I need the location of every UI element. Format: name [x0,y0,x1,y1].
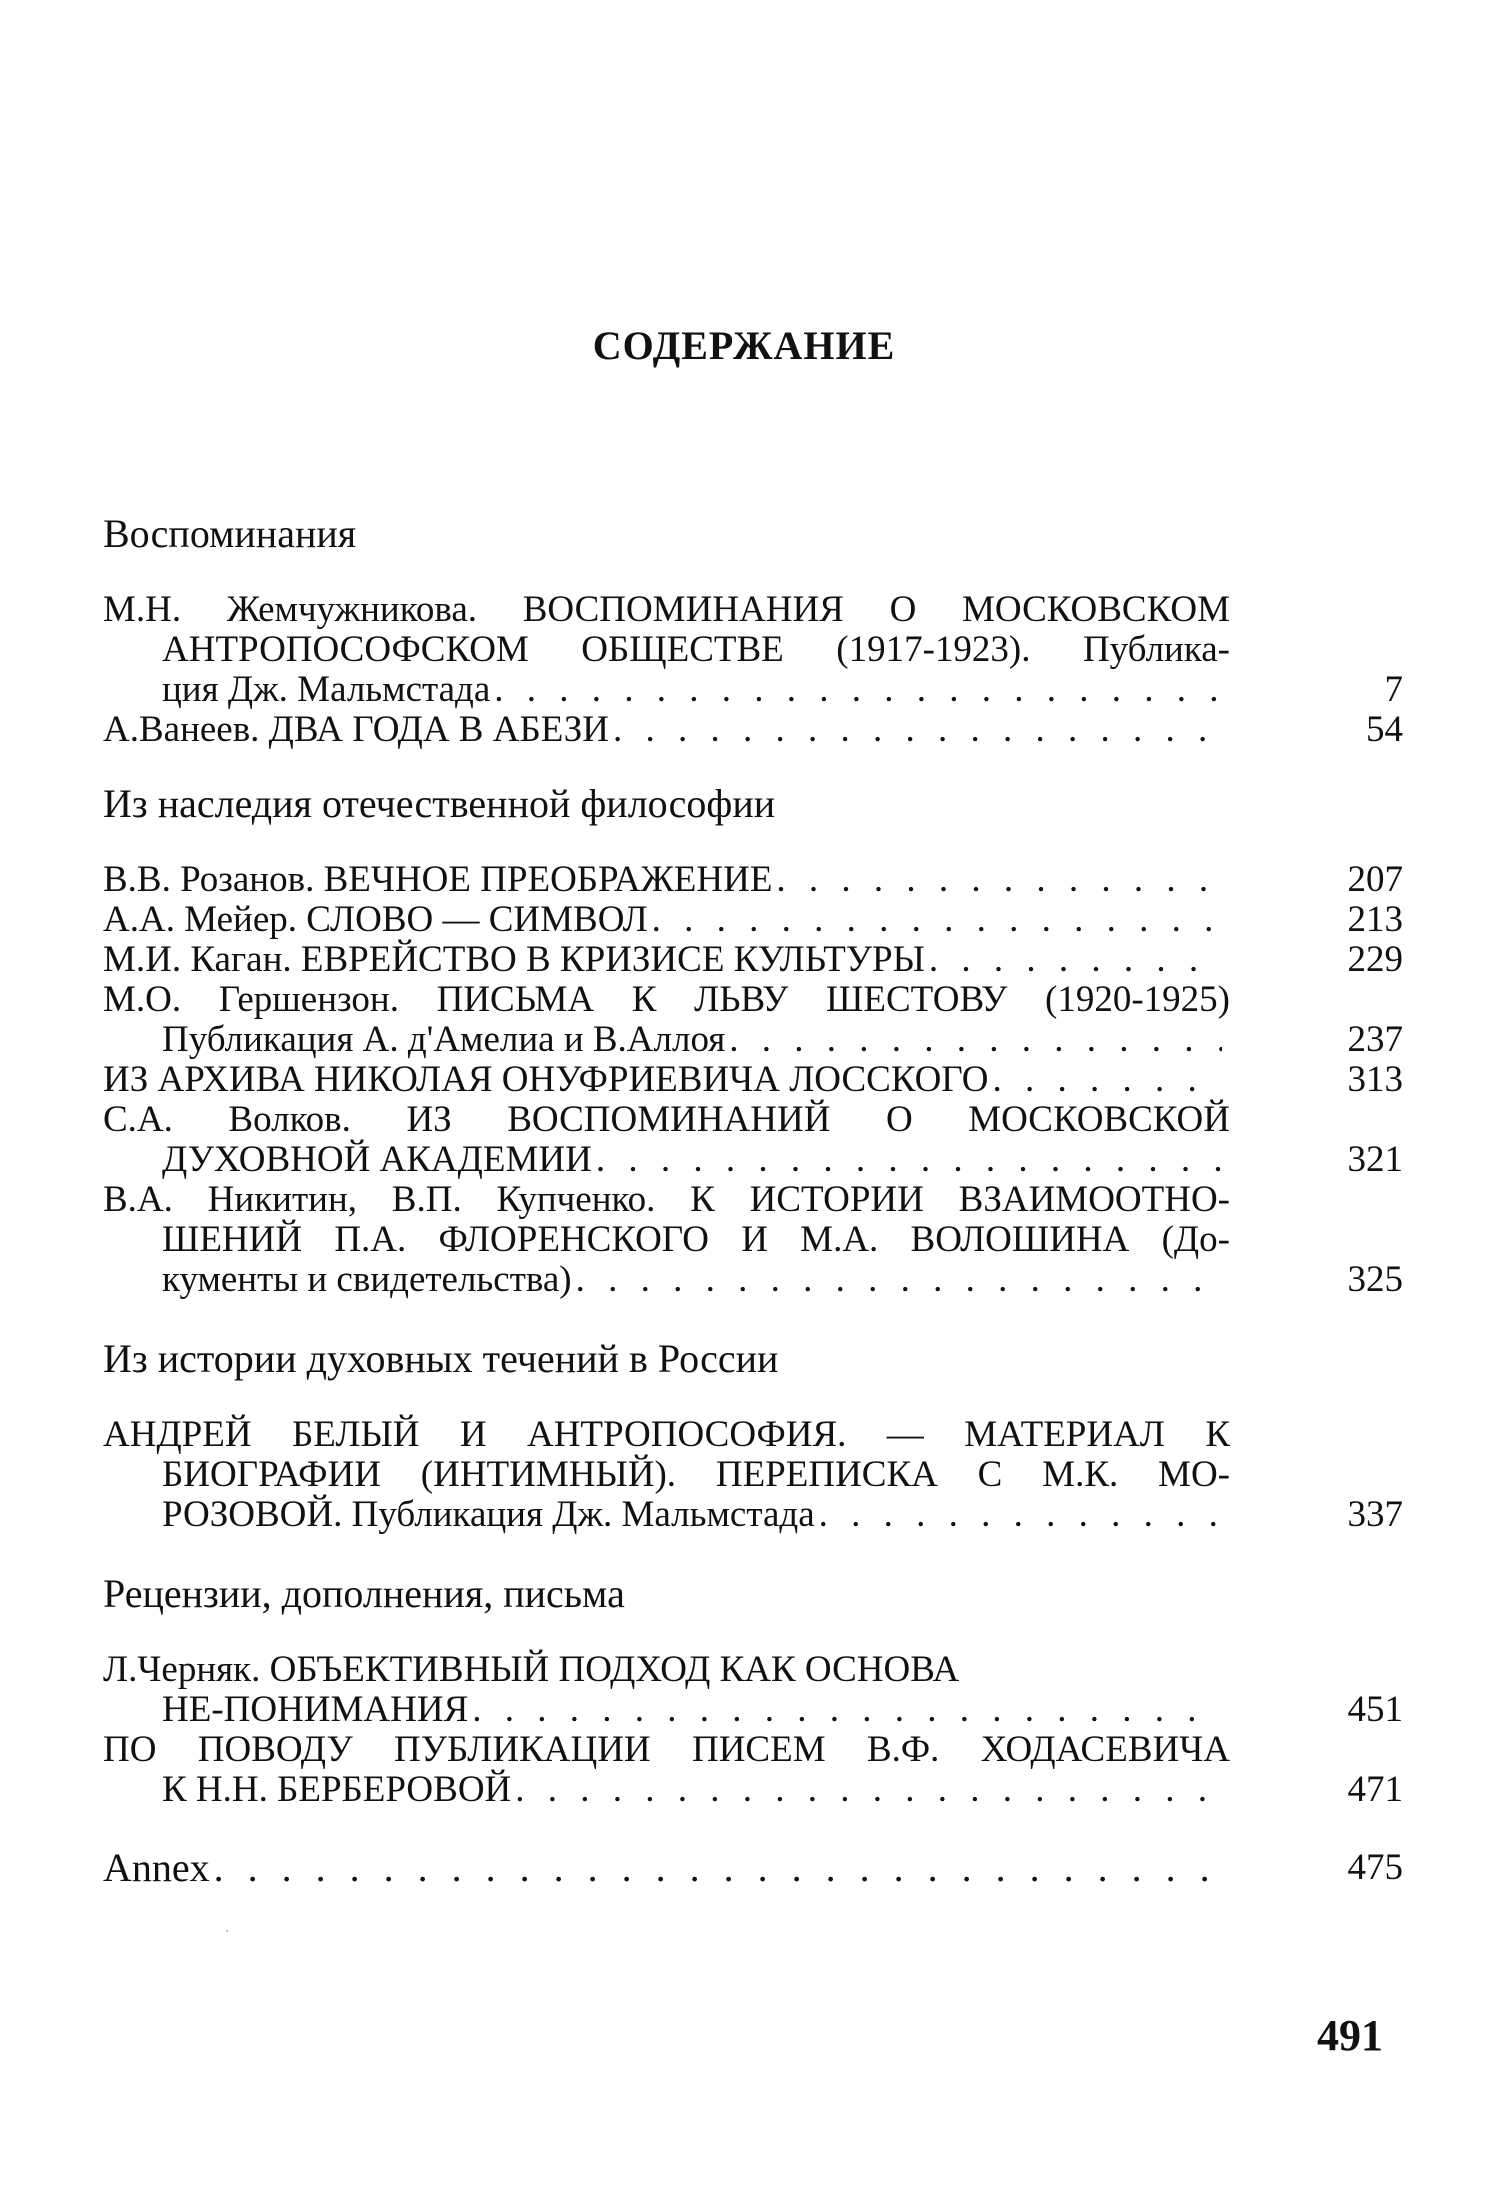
page-number: 471 [1347,1769,1403,1810]
dot-leader [511,1770,1222,1810]
dot-leader [572,1260,1222,1300]
entry-line: К Н.Н. БЕРБЕРОВОЙ [162,1769,512,1810]
toc-entry[interactable] [103,1180,1403,1300]
dot-leader [725,1020,1222,1060]
page-number: 321 [1347,1139,1403,1180]
page-number: 337 [1347,1494,1403,1535]
entry-line-leader [103,710,1230,750]
entry-line: В.А. Никитин, В.П. Купченко. К ИСТОРИИ ВЗАИМООТНО- [103,1179,1230,1220]
section-heading-reviews: Рецензии, дополнения, письма [103,1571,625,1616]
page-number: 213 [1347,899,1403,940]
page-number: 451 [1347,1689,1403,1730]
page-number: 54 [1366,709,1403,750]
toc-entry[interactable] [103,860,1403,900]
entry-line-leader [103,1495,1230,1535]
toc-entry[interactable] [103,940,1403,980]
entry-line-leader [103,860,1230,900]
entry-line: НЕ-ПОНИМАНИЯ [162,1689,469,1730]
entry-line-leader [103,940,1230,980]
toc-entry[interactable] [103,1650,1403,1730]
dot-leader [490,670,1222,710]
dot-leader [772,860,1222,900]
entry-line: ИЗ АРХИВА НИКОЛАЯ ОНУФРИЕВИЧА ЛОССКОГО [103,1059,989,1100]
entry-line: кументы и свидетельства) [162,1259,572,1300]
entry-line: М.И. Каган. ЕВРЕЙСТВО В КРИЗИСЕ КУЛЬТУРЫ [103,939,925,980]
dot-leader [592,1140,1222,1180]
entry-line-leader [103,1690,1230,1730]
dot-leader [925,940,1222,980]
toc-entry[interactable] [103,710,1403,750]
page-number: 237 [1347,1019,1403,1060]
toc-entry-annex[interactable] [103,1845,1403,1890]
page-number: 313 [1347,1059,1403,1100]
toc-entry[interactable] [103,590,1403,710]
dot-leader [468,1690,1222,1730]
entry-line: БИОГРАФИИ (ИНТИМНЫЙ). ПЕРЕПИСКА С М.К. МО- [162,1454,1230,1495]
entry-line-leader [103,1060,1230,1100]
toc-entry[interactable] [103,1730,1403,1810]
entry-line: ШЕНИЙ П.А. ФЛОРЕНСКОГО И М.А. ВОЛОШИНА (До- [162,1219,1230,1260]
entry-line: М.О. Гершензон. ПИСЬМА К ЛЬВУ ШЕСТОВУ (1920-1925) [103,979,1230,1020]
page-number: 207 [1347,859,1403,900]
entry-line: А.Ванеев. ДВА ГОДА В АБЕЗИ [103,709,610,750]
entry-line: А.А. Мейер. СЛОВО — СИМВОЛ [103,899,648,940]
entry-line: С.А. Волков. ИЗ ВОСПОМИНАНИЙ О МОСКОВСКОЙ [103,1099,1230,1140]
section-heading-philosophy: Из наследия отечественной философии [103,781,776,826]
dot-leader [815,1495,1222,1535]
entry-line: Л.Черняк. ОБЪЕКТИВНЫЙ ПОДХОД КАК ОСНОВА [103,1649,960,1690]
section-heading-spiritual-currents: Из истории духовных течений в России [103,1336,779,1381]
scan-speck [226,1930,228,1932]
page-title: СОДЕРЖАНИЕ [592,323,896,368]
entry-line-leader [103,1845,1230,1890]
entry-line: РОЗОВОЙ. Публикация Дж. Мальмстада [162,1494,815,1535]
folio-page-number: 491 [1317,2011,1383,2060]
entry-line-leader [103,1770,1230,1810]
page-number: 229 [1347,939,1403,980]
page-number: 325 [1347,1259,1403,1300]
entry-line: Публикация А. д'Амелиа и В.Аллоя [162,1019,726,1060]
dot-leader [989,1060,1223,1100]
entry-line: ДУХОВНОЙ АКАДЕМИИ [162,1139,592,1180]
entry-line-leader [103,1260,1230,1300]
entry-line-leader [103,1020,1230,1060]
page-number: 475 [1347,1847,1403,1888]
toc-entry[interactable] [103,1060,1403,1100]
entry-line-leader [103,1140,1230,1180]
toc-entry[interactable] [103,980,1403,1060]
annex-label: Annex [103,1845,210,1890]
toc-entry[interactable] [103,900,1403,940]
toc-entry[interactable] [103,1100,1403,1180]
entry-line: ПО ПОВОДУ ПУБЛИКАЦИИ ПИСЕМ В.Ф. ХОДАСЕВИЧА [103,1729,1230,1770]
entry-line: АНДРЕЙ БЕЛЫЙ И АНТРОПОСОФИЯ. — МАТЕРИАЛ К [103,1414,1230,1455]
dot-leader [210,1848,1222,1888]
section-heading-vospominaniya: Воспоминания [103,511,357,556]
entry-line: В.В. Розанов. ВЕЧНОЕ ПРЕОБРАЖЕНИЕ [103,859,773,900]
entry-line-leader [103,900,1230,940]
toc-entry[interactable] [103,1415,1403,1535]
entry-line: ция Дж. Мальмстада [162,669,491,710]
entry-line-leader [103,670,1230,710]
dot-leader [648,900,1222,940]
entry-line: М.Н. Жемчужникова. ВОСПОМИНАНИЯ О МОСКОВСКОМ [103,589,1230,630]
dot-leader [609,710,1222,750]
entry-line: АНТРОПОСОФСКОМ ОБЩЕСТВЕ (1917-1923). Публика- [162,629,1230,670]
page-number: 7 [1384,669,1403,710]
